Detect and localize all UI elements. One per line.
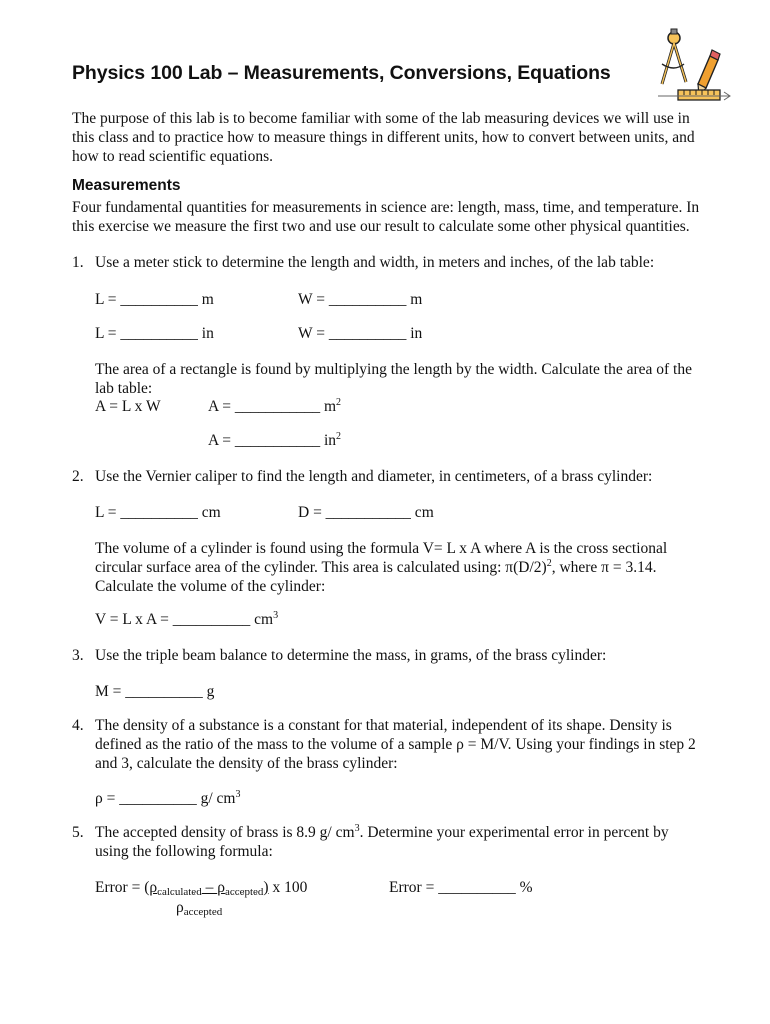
q4-number: 4. (72, 717, 84, 734)
intro-paragraph: The purpose of this lab is to become familiar with some of the lab measuring devices we will use in this class and to practice how to measure things in different units, how to convert between units, and how to read scientific equations. (72, 110, 695, 165)
q3-number: 3. (72, 647, 84, 664)
q1-area-square-meters: A = ___________ $m^2$ (208, 397, 342, 415)
q5-text: The accepted density of brass is 8.9 g/ $cm^3$. Determine your experimental error in percent by using the following formula: (95, 823, 669, 860)
q3-text: Use the triple beam balance to determine the mass, in grams, of the brass cylinder: (95, 647, 607, 664)
measurements-heading: Measurements (72, 177, 181, 194)
q1-number: 1. (72, 254, 84, 271)
q4-density: ρ = __________ g/ $cm^3$ (95, 789, 241, 807)
q2-diameter-cm: D = ___________ cm (298, 504, 434, 521)
page-title: Physics 100 Lab – Measurements, Conversions, Equations (72, 62, 611, 84)
q2-length-cm: L = __________ cm (95, 504, 221, 521)
q3-mass: M = __________ g (95, 683, 215, 700)
q4-text: The density of a substance is a constant for that material, independent of its shape. Density is defined as the ratio of the mass to the volume of a sample ρ = M/V. Using your findings in step 2 and 3, calculate the density of the brass cylinder: (95, 717, 696, 772)
q1-area-square-inches: A = ___________ $in^2$ (208, 431, 342, 449)
q2-volume-formula: V = L x A = __________ $cm^3$ (95, 610, 279, 628)
compass-pencil-ruler-icon (652, 26, 734, 110)
q5-denominator: ρaccepted (176, 899, 223, 918)
q1-text: Use a meter stick to determine the length and width, in meters and inches, of the lab table: (95, 254, 655, 271)
q1-width-inches: W = __________ in (298, 325, 423, 342)
q1-area-text: The area of a rectangle is found by multiplying the length by the width. Calculate the area of the lab table: (95, 361, 692, 397)
q1-length-meters: L = __________ m (95, 291, 214, 308)
q5-error-answer: Error = __________ % (389, 879, 533, 896)
q1-length-inches: L = __________ in (95, 325, 214, 342)
q2-text: Use the Vernier caliper to find the length and diameter, in centimeters, of a brass cylinder: (95, 468, 653, 485)
q1-width-meters: W = __________ m (298, 291, 423, 308)
q2-number: 2. (72, 468, 84, 485)
q2-volume-text: The volume of a cylinder is found using the formula V= L x A where A is the cross sectional circular surface area of the cylinder. This area is calculated using: $\pi(D/2)^2$, where π = 3.14. Calculate the volume of the cylinder: (95, 540, 668, 595)
measurements-intro: Four fundamental quantities for measurements in science are: length, mass, time, and temperature. In this exercise we measure the first two and use our result to calculate some other physical quantities. (72, 199, 700, 235)
q5-error-formula: Error = (ρcalculated – ρaccepted) x 100 (95, 879, 308, 898)
q5-number: 5. (72, 824, 84, 841)
rho-calculated: ρcalculated (149, 879, 202, 898)
q1-area-formula: A = L x W (95, 398, 161, 415)
rho-accepted: ρaccepted (217, 879, 264, 898)
